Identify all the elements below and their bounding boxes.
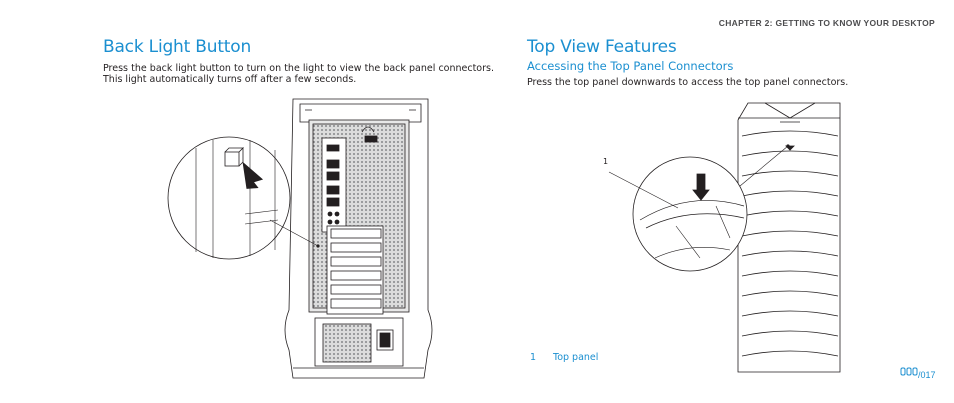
legend-number: 1 (530, 352, 537, 363)
alien-logo-icon (900, 367, 918, 377)
legend-label: Top panel (553, 352, 599, 363)
chapter-header: CHAPTER 2: GETTING TO KNOW YOUR DESKTOP (718, 18, 935, 28)
top-panel-subtitle: Accessing the Top Panel Connectors (527, 59, 734, 73)
back-light-body: Press the back light button to turn on the light to view the back panel connectors. This light automatically turns off after a few seconds. (103, 63, 494, 85)
top-panel-body: Press the top panel downwards to access the top panel connectors. (527, 77, 849, 88)
back-light-title: Back Light Button (103, 37, 252, 57)
page-number: /017 (918, 370, 936, 380)
callout-number: 1 (603, 157, 609, 166)
top-view-title: Top View Features (527, 37, 677, 57)
